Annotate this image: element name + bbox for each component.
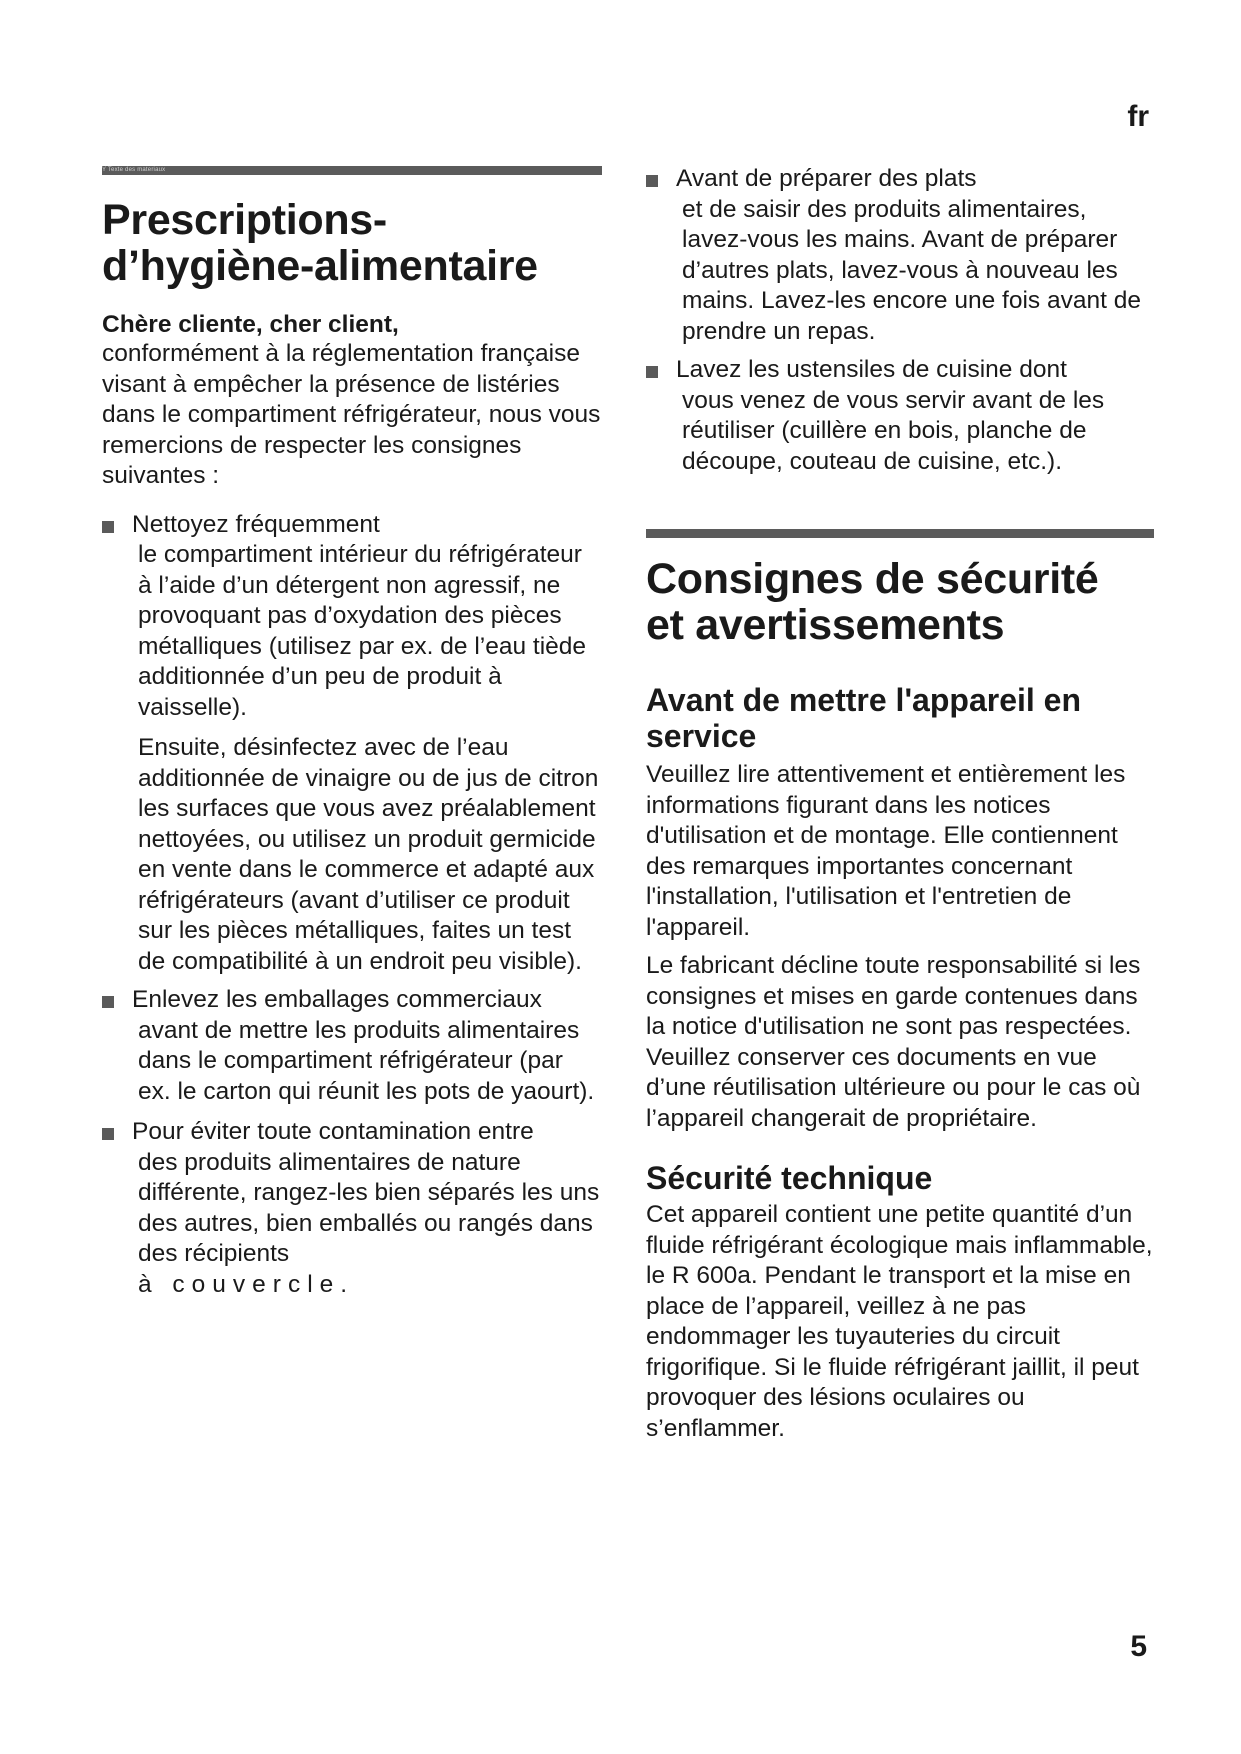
bullet-body: avant de mettre les produits alimentaires dans le compartiment réfrigérateur (par ex. le carton qui réunit les pots de yaourt). (138, 1016, 595, 1105)
hygiene-list-right (646, 164, 1154, 477)
bullet-square-icon (646, 366, 658, 378)
bullet-body: le compartiment intérieur du réfrigérateur à l’aide d’un détergent non agressif, ne provoquant pas d’oxydation des pièces métalliques (utilisez par ex. de l’eau tiède additionnée d’un peu de produit à vaisselle). (138, 541, 587, 721)
rule-label: Y Texte des materiaux (102, 167, 166, 173)
bullet-square-icon (102, 996, 114, 1008)
section-title (646, 556, 1154, 648)
left-column (102, 166, 602, 1300)
right-column (646, 164, 1154, 1444)
bullet-body: des produits alimentaires de nature différente, rangez-les bien séparés les uns des autres, bien emballés ou rangés dans des récipients (138, 1148, 600, 1267)
bullet-square-icon (102, 1128, 114, 1140)
bullet-square-icon (102, 521, 114, 533)
bullet-square-icon (646, 175, 658, 187)
bullet-followup: Ensuite, désinfectez avec de l’eau additionnée de vinaigre ou de jus de citron les surfaces que vous avez préalablement nettoyées, ou utilisez un produit germicide en vente dans le commerce et adapté aux réfrigérateurs (avant d’utiliser ce produit sur les pièces métalliques, faites un test de compatibilité à un endroit peu visible). (138, 734, 599, 975)
section-title-line-2: et avertissements (646, 601, 1005, 649)
hygiene-list-cont (102, 985, 602, 1300)
hygiene-list (102, 510, 602, 724)
intro-paragraph: conformément à la réglementation française visant à empêcher la présence de listéries dans le compartiment réfrigérateur, nous vous remercions de respecter les consignes suivantes : (102, 340, 601, 489)
list-item (102, 985, 602, 1107)
bullet-lead: Lavez les ustensiles de cuisine dont (676, 356, 1067, 383)
list-item (102, 510, 602, 724)
bullet-tail: à couvercle. (138, 1270, 355, 1298)
paragraph: Cet appareil contient une petite quantité d’un fluide réfrigérant écologique mais inflammable, le R 600a. Pendant le transport et la mise en place de l’appareil, veillez à ne pas endommager les tuyauteries du circuit frigorifique. Si le fluide réfrigérant jaillit, il peut provoquer des lésions oculaires ou s’enflammer. (646, 1201, 1153, 1442)
bullet-lead: Enlevez les emballages commerciaux (132, 986, 542, 1013)
subsection-title: Sécurité technique (646, 1160, 933, 1196)
language-tag: fr (1127, 100, 1149, 133)
salutation: Chère cliente, cher client, (102, 311, 399, 338)
section-title-line-1: Consignes de sécurité (646, 555, 1099, 603)
page-number: 5 (1130, 1630, 1147, 1663)
list-item (646, 164, 1154, 347)
list-item (646, 355, 1154, 477)
title-line-1: Prescriptions- (102, 196, 387, 244)
paragraph: Veuillez lire attentivement et entièrement les informations figurant dans les notices d'utilisation et de montage. Elle contiennent des remarques importantes concernant l'installation, l'utilisation et l'entretien de l'appareil. (646, 761, 1126, 941)
bullet-lead: Nettoyez fréquemment (132, 510, 380, 538)
paragraph: Le fabricant décline toute responsabilité si les consignes et mises en garde contenues dans la notice d'utilisation ne sont pas respectées. Veuillez conserver ces documents en vue d’une réutilisation ultérieure ou pour le cas où l’appareil changerait de propriétaire. (646, 952, 1141, 1132)
bullet-body: vous venez de vous servir avant de les réutiliser (cuillère en bois, planche de découpe, couteau de cuisine, etc.). (682, 386, 1105, 475)
title-line-2: d’hygiène-alimentaire (102, 242, 538, 290)
bullet-lead: Avant de préparer des plats (676, 165, 977, 192)
bullet-lead: Pour éviter toute contamination entre (132, 1118, 534, 1145)
list-item (102, 1117, 602, 1300)
section-rule (646, 529, 1154, 538)
bullet-body: et de saisir des produits alimentaires, lavez-vous les mains. Avant de préparer d’autres plats, lavez-vous à nouveau les mains. Lavez-les encore une fois avant de prendre un repas. (682, 195, 1141, 345)
subsection-title: Avant de mettre l'appareil en service (646, 682, 1081, 754)
section-rule (102, 166, 602, 175)
page-title (102, 197, 602, 289)
